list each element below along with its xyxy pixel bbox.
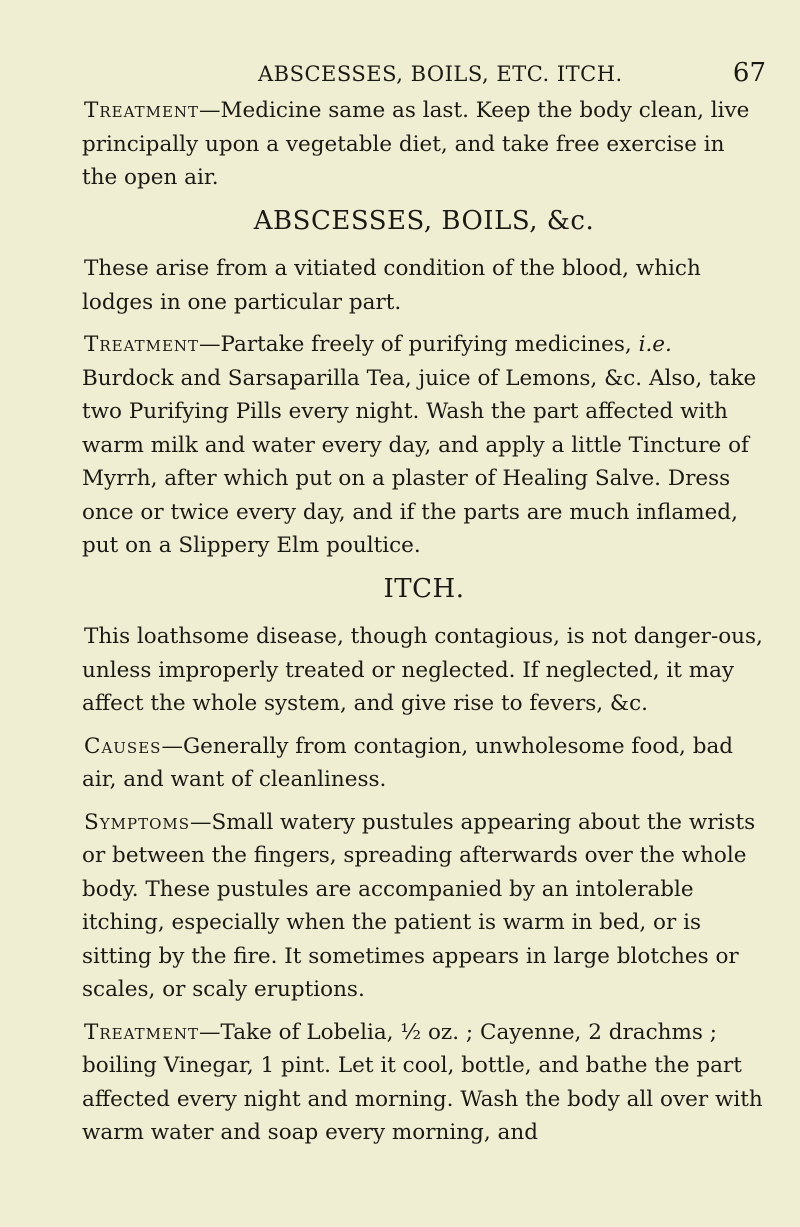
paragraph-treatment-3 [82,1016,766,1150]
running-head [82,58,766,94]
paragraph-text: These arise from a vitiated condition of the blood, which lodges in one particular part. [82,256,701,315]
running-title: ABSCESSES, BOILS, ETC. ITCH. [258,62,623,86]
paragraph-italic: i.e. [638,332,672,357]
paragraph-text: This loathsome disease, though contagious, is not danger-ous, unless improperly treated or neglected. If neglected, it may affect the whole system, and give rise to fevers, &c. [82,624,763,716]
paragraph-lead: Symptoms [84,809,191,835]
paragraph-treatment-1 [82,94,766,195]
paragraph-lead: Treatment [84,332,200,357]
paragraph-lead: Causes [84,733,162,759]
paragraph-lead: Treatment [84,1019,200,1045]
paragraph-text: —Generally from contagion, unwholesome food, bad air, and want of cleanliness. [82,733,734,792]
paragraph-itch-intro [82,620,766,721]
section-heading-itch: ITCH. [383,573,465,604]
paragraph-text: —Medicine same as last. Keep the body clean, live principally upon a vegetable diet, and take free exercise in the open air. [82,98,750,190]
paragraph-treatment-2 [82,328,766,563]
paragraph-lead: Treatment [84,98,200,123]
section-heading-abscesses: ABSCESSES, BOILS, &c. [253,205,595,236]
paragraph-text: —Small watery pustules appearing about the wrists or between the fingers, spreading afterwards over the whole body. These pustules are accompanied by an intolerable itching, especially when the patient is warm in bed, or is sitting by the fire. It sometimes appears in large blotches or scales, or scaly eruptions. [82,809,756,1002]
paragraph-text: —Partake freely of purifying medicines, [199,332,639,357]
paragraph-text: Burdock and Sarsaparilla Tea, juice of Lemons, &c. Also, take two Purifying Pills every night. Wash the part affected with warm milk and water every day, and apply a little Tincture of Myrrh, after which put on a plaster of Healing Salve. Dress once or twice every day, and if the parts are much inflamed, put on a Slippery Elm poultice. [82,365,757,558]
paragraph-symptoms [82,806,766,1007]
body-text [82,94,766,1159]
page-number: 67 [732,58,766,88]
paragraph-causes [82,730,766,797]
paragraph-text: —Take of Lobelia, ½ oz. ; Cayenne, 2 drachms ; boiling Vinegar, 1 pint. Let it cool, bottle, and bathe the part affected every night and morning. Wash the body all over with warm water and soap every morning, and [82,1019,763,1145]
paragraph-abscesses-intro [82,252,766,319]
